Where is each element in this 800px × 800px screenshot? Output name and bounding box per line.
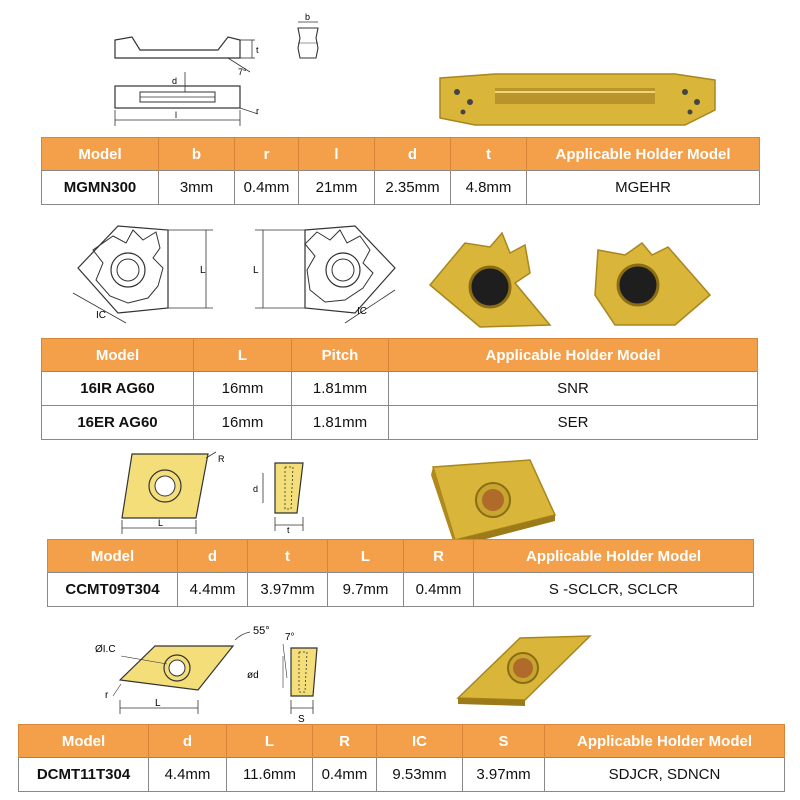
ccmt-spec-table xyxy=(47,539,754,607)
ag60-spec-table xyxy=(41,338,758,440)
header-R: R xyxy=(313,725,377,758)
header-d: d xyxy=(149,725,227,758)
dcmt-spec-table xyxy=(18,724,785,792)
cell-d: 2.35mm xyxy=(375,171,451,205)
table-row xyxy=(42,372,758,406)
cell-R: 0.4mm xyxy=(404,573,474,607)
cell-holder: SDJCR, SDNCN xyxy=(545,758,785,792)
dcmt-top-view-drawing xyxy=(95,618,345,723)
ccmt-top-view-drawing xyxy=(118,448,238,536)
cell-holder: MGEHR xyxy=(527,171,760,205)
header-holder: Applicable Holder Model xyxy=(545,725,785,758)
header-S: S xyxy=(463,725,545,758)
ccmt-insert-photo xyxy=(425,455,565,550)
dim-d-label: d xyxy=(172,76,178,86)
dim-r-label: r xyxy=(105,690,109,701)
dim-r-label: r xyxy=(256,106,259,116)
dcmt-insert-photo xyxy=(430,628,595,708)
header-R: R xyxy=(404,540,474,573)
dim-t-label: t xyxy=(287,525,290,535)
header-model: Model xyxy=(42,138,159,171)
mgmn-technical-drawing xyxy=(100,10,270,135)
header-model: Model xyxy=(42,339,194,372)
ccmt-side-view-drawing xyxy=(245,455,315,537)
cell-t: 4.8mm xyxy=(451,171,527,205)
table-row xyxy=(42,171,760,205)
dim-IC-label-left: IC xyxy=(96,310,106,321)
header-L: L xyxy=(328,540,404,573)
cell-pitch: 1.81mm xyxy=(292,372,389,406)
cell-t: 3.97mm xyxy=(248,573,328,607)
mgmn-insert-photo xyxy=(435,70,720,128)
header-model: Model xyxy=(48,540,178,573)
table-row xyxy=(48,573,754,607)
dim-d-label: d xyxy=(253,484,259,494)
header-d: d xyxy=(178,540,248,573)
header-holder: Applicable Holder Model xyxy=(474,540,754,573)
dim-L-label-right: L xyxy=(253,265,259,276)
header-L: L xyxy=(227,725,313,758)
header-L: L xyxy=(194,339,292,372)
header-holder: Applicable Holder Model xyxy=(389,339,758,372)
cell-model: 16IR AG60 xyxy=(42,372,194,406)
mgmn-end-view xyxy=(290,10,330,70)
header-l: l xyxy=(299,138,375,171)
dim-l-label: l xyxy=(175,110,177,120)
header-IC: IC xyxy=(377,725,463,758)
cell-R: 0.4mm xyxy=(313,758,377,792)
dim-S-label: S xyxy=(298,714,305,723)
cell-d: 4.4mm xyxy=(149,758,227,792)
cell-L: 16mm xyxy=(194,372,292,406)
mgmn-spec-table xyxy=(41,137,760,205)
header-t: t xyxy=(451,138,527,171)
dim-d-label: ød xyxy=(247,670,259,681)
dim-b-label: b xyxy=(305,12,311,22)
ag60-external-drawing xyxy=(245,218,405,330)
header-b: b xyxy=(159,138,235,171)
cell-L: 9.7mm xyxy=(328,573,404,607)
dim-L-label: L xyxy=(155,698,161,709)
header-d: d xyxy=(375,138,451,171)
dim-L-label: L xyxy=(158,518,164,528)
cell-model: DCMT11T304 xyxy=(19,758,149,792)
header-model: Model xyxy=(19,725,149,758)
dim-L-label-left: L xyxy=(200,265,206,276)
cell-holder: SNR xyxy=(389,372,758,406)
header-r: r xyxy=(235,138,299,171)
cell-r: 0.4mm xyxy=(235,171,299,205)
cell-holder: SER xyxy=(389,406,758,440)
ag60-insert-photos xyxy=(420,225,720,335)
cell-S: 3.97mm xyxy=(463,758,545,792)
cell-model: MGMN300 xyxy=(42,171,159,205)
ag60-internal-drawing xyxy=(68,218,228,330)
cell-IC: 9.53mm xyxy=(377,758,463,792)
header-t: t xyxy=(248,540,328,573)
dim-R-label: R xyxy=(218,454,225,464)
cell-L: 16mm xyxy=(194,406,292,440)
cell-model: CCMT09T304 xyxy=(48,573,178,607)
header-holder: Applicable Holder Model xyxy=(527,138,760,171)
header-pitch: Pitch xyxy=(292,339,389,372)
cell-l: 21mm xyxy=(299,171,375,205)
cell-b: 3mm xyxy=(159,171,235,205)
table-row xyxy=(42,406,758,440)
cell-pitch: 1.81mm xyxy=(292,406,389,440)
dim-angle1-label: 55° xyxy=(253,625,270,637)
dim-ic-label: ØI.C xyxy=(95,644,116,655)
dim-t-label: t xyxy=(256,45,259,55)
dim-angle-label: 7° xyxy=(238,67,247,77)
cell-L: 11.6mm xyxy=(227,758,313,792)
dim-angle2-label: 7° xyxy=(285,632,295,643)
cell-d: 4.4mm xyxy=(178,573,248,607)
table-row xyxy=(19,758,785,792)
dim-IC-label-right: IC xyxy=(357,306,367,317)
cell-holder: S -SCLCR, SCLCR xyxy=(474,573,754,607)
cell-model: 16ER AG60 xyxy=(42,406,194,440)
